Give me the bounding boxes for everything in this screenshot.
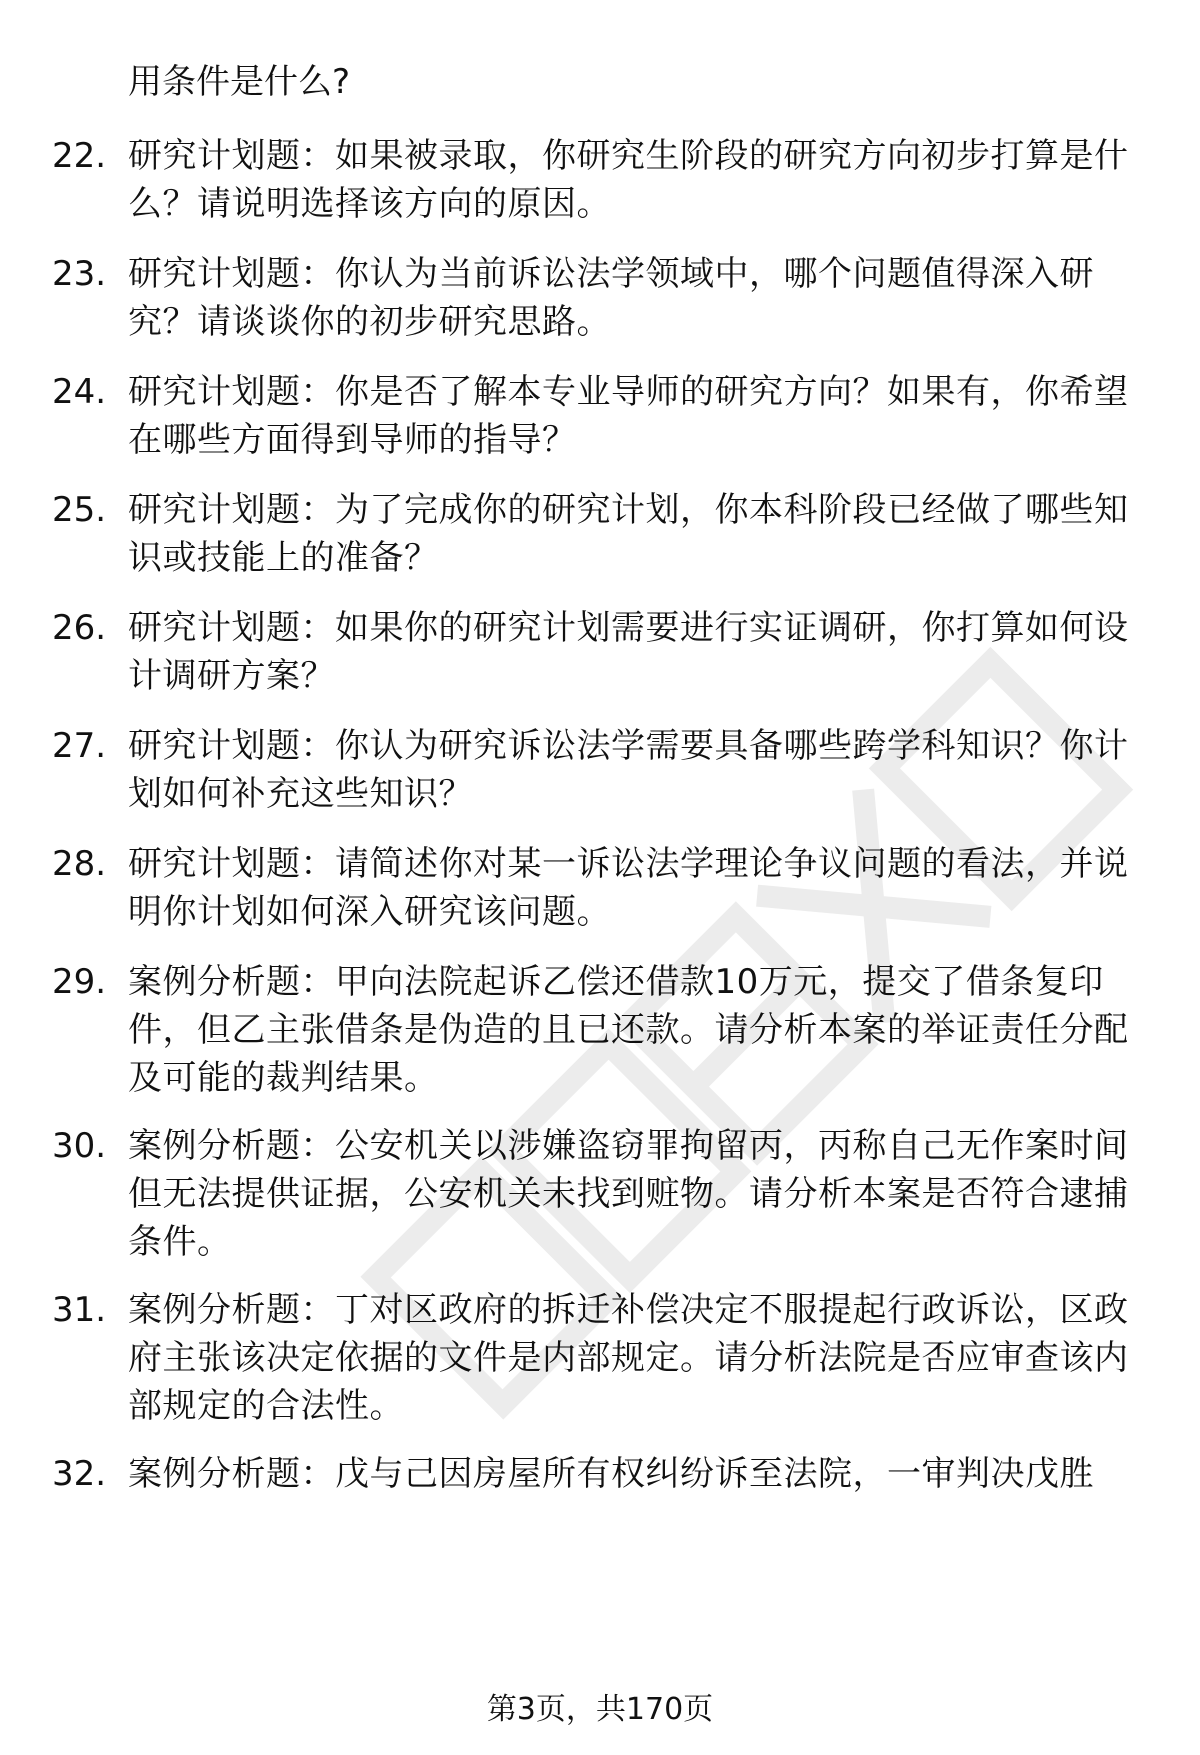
question-text: 研究计划题：你是否了解本专业导师的研究方向？如果有，你希望在哪些方面得到导师的指导？	[128, 372, 1129, 460]
question-text: 案例分析题：戊与己因房屋所有权纠纷诉至法院，一审判决戊胜	[128, 1454, 1094, 1494]
question-text: 研究计划题：为了完成你的研究计划，你本科阶段已经做了哪些知识或技能上的准备？	[128, 490, 1129, 578]
question-text: 研究计划题：如果你的研究计划需要进行实证调研，你打算如何设计调研方案？	[128, 608, 1129, 696]
question-text: 研究计划题：你认为研究诉讼法学需要具备哪些跨学科知识？你计划如何补充这些知识？	[128, 726, 1129, 814]
page-footer: 第3页，共170页	[486, 1692, 714, 1727]
question-number: 29.	[52, 962, 107, 1002]
question-number: 32.	[52, 1454, 107, 1494]
question-number: 27.	[52, 726, 107, 766]
question-text: 研究计划题：你认为当前诉讼法学领域中，哪个问题值得深入研究？请谈谈你的初步研究思路。	[128, 254, 1094, 342]
question-text: 案例分析题：丁对区政府的拆迁补偿决定不服提起行政诉讼，区政府主张该决定依据的文件是内部规定。请分析法院是否应审查该内部规定的合法性。	[128, 1290, 1129, 1426]
continued-question-text: 用条件是什么?	[128, 62, 351, 102]
question-number: 28.	[52, 844, 107, 884]
question-number: 30.	[52, 1126, 107, 1166]
question-text: 案例分析题：公安机关以涉嫌盗窃罪拘留丙，丙称自己无作案时间但无法提供证据，公安机关未找到赃物。请分析本案是否符合逮捕条件。	[128, 1126, 1129, 1262]
question-text: 研究计划题：请简述你对某一诉讼法学理论争议问题的看法，并说明你计划如何深入研究该问题。	[128, 844, 1129, 932]
question-number: 22.	[52, 136, 107, 176]
question-number: 24.	[52, 372, 107, 412]
question-text: 案例分析题：甲向法院起诉乙偿还借款10万元，提交了借条复印件，但乙主张借条是伪造的且已还款。请分析本案的举证责任分配及可能的裁判结果。	[128, 962, 1129, 1098]
question-number: 23.	[52, 254, 107, 294]
question-number: 26.	[52, 608, 107, 648]
question-number: 31.	[52, 1290, 107, 1330]
question-text: 研究计划题：如果被录取，你研究生阶段的研究方向初步打算是什么？请说明选择该方向的原因。	[128, 136, 1129, 224]
question-number: 25.	[52, 490, 107, 530]
